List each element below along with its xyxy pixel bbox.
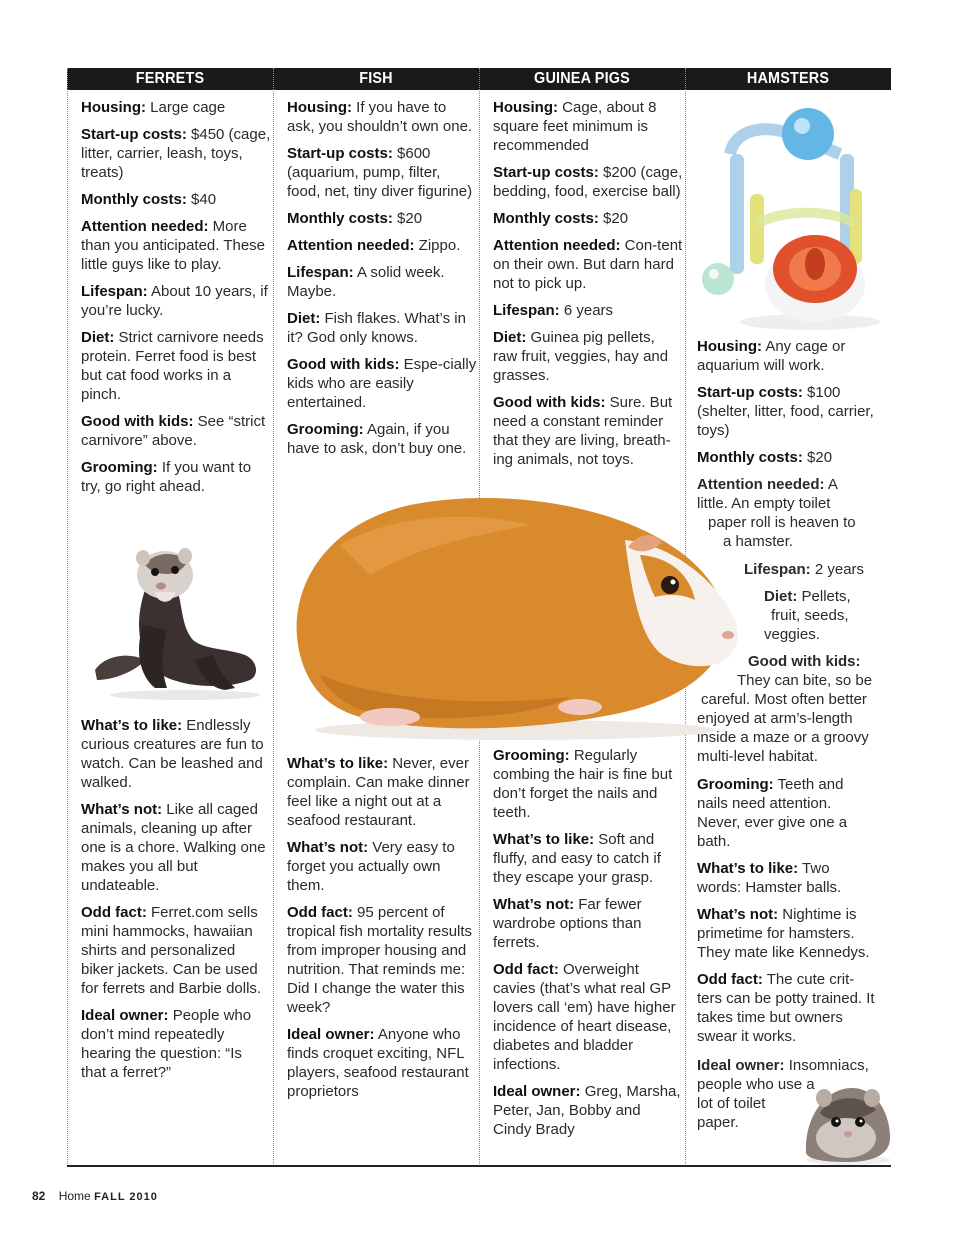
info-entry: [287, 838, 477, 895]
header-guinea-pigs: GUINEA PIGS: [534, 70, 630, 87]
ferrets-column-lower: [81, 716, 271, 1090]
info-entry: [287, 144, 477, 201]
info-entry: [81, 125, 271, 182]
info-entry: [287, 420, 477, 458]
entry-label: What’s to like:: [287, 755, 389, 772]
entry-label: Good with kids:: [287, 356, 400, 373]
ideal-line: people who use a: [697, 1076, 815, 1093]
kids-line: enjoyed at arm’s-length: [697, 710, 853, 727]
info-entry: [697, 448, 887, 467]
entry-label: Good with kids:: [81, 413, 194, 430]
info-entry: [493, 209, 683, 228]
info-entry: [81, 716, 271, 792]
info-entry: [287, 754, 477, 830]
info-entry: [697, 775, 877, 851]
entry-text: $40: [186, 191, 217, 208]
info-entry: [81, 328, 271, 404]
info-entry: [697, 383, 887, 440]
info-entry: [287, 209, 477, 228]
entry-text: See “strict carnivore” above.: [81, 413, 266, 449]
entry-label: Attention needed:: [287, 237, 415, 254]
entry-label: Housing:: [493, 99, 558, 116]
entry-label: What’s to like:: [697, 860, 799, 877]
info-entry: [81, 1006, 271, 1082]
entry-text: The cute crit-ters can be potty trained. It takes time but owners swear it works.: [697, 971, 875, 1045]
entry-label: What’s not:: [287, 839, 369, 856]
entry-label: Monthly costs:: [493, 210, 599, 227]
entry-text: Two words: Hamster balls.: [697, 860, 842, 896]
entry-label: Attention needed:: [493, 237, 621, 254]
entry-text: Large cage: [146, 99, 226, 116]
entry-label: Diet:: [493, 329, 527, 346]
entry-label: Odd fact:: [287, 904, 353, 921]
entry-label: Attention needed:: [81, 218, 209, 235]
info-entry: [81, 412, 271, 450]
entry-text: $100 (shelter, litter, food, carrier, toys): [697, 384, 874, 439]
entry-text: If you have to ask, you shouldn’t own one.: [287, 99, 473, 135]
info-entry: [493, 830, 683, 887]
entry-text: Endlessly curious creatures are fun to watch. Can be leashed and walked.: [81, 717, 264, 791]
info-entry: [493, 98, 683, 155]
info-entry: [493, 895, 683, 952]
info-entry: [81, 800, 271, 895]
entry-text: Very easy to forget you actually own them.: [287, 839, 455, 894]
info-entry: [81, 903, 271, 998]
page-footer: [32, 1189, 158, 1203]
entry-text: Strict carnivore needs protein. Ferret food is best but cat food works in a pinch.: [81, 329, 264, 403]
entry-text: Overweight cavies (that’s what real GP lovers call ‘em) have higher incidence of heart disease, diabetes and bladder infections.: [493, 961, 676, 1073]
kids-label-line: Good with kids:: [748, 653, 861, 670]
entry-text: Regularly combing the hair is fine but don’t forget the nails and teeth.: [493, 747, 673, 821]
entry-label: What’s to like:: [81, 717, 183, 734]
info-entry: [697, 905, 877, 962]
info-entry: [493, 960, 683, 1074]
info-entry: [493, 236, 683, 293]
info-entry: [287, 98, 477, 136]
header-fish: FISH: [359, 70, 393, 87]
kids-line: multi-level habitat.: [697, 748, 818, 765]
info-entry: [697, 859, 877, 897]
attention-line: little. An empty toilet: [697, 495, 831, 512]
info-entry: [287, 309, 477, 347]
attention-line: paper roll is heaven to: [708, 514, 856, 531]
ferret-photo: [75, 530, 265, 700]
entry-text: About 10 years, if you’re lucky.: [81, 283, 268, 319]
entry-label: Grooming:: [493, 747, 570, 764]
entry-label: Start-up costs:: [287, 145, 393, 162]
entry-label: Start-up costs:: [697, 384, 803, 401]
info-entry: [287, 236, 477, 255]
entry-text: Fish flakes. What’s in it? God only knows.: [287, 310, 466, 346]
issue-season: FALL 2010: [94, 1191, 158, 1203]
lifespan-line: Lifespan: 2 years: [744, 561, 865, 578]
entry-label: Housing:: [81, 99, 146, 116]
entry-text: Con-tent on their own. But darn hard not to pick up.: [493, 237, 683, 292]
info-entry: [493, 163, 683, 201]
entry-text: If you want to try, go right ahead.: [81, 459, 252, 495]
entry-label: Lifespan:: [81, 283, 148, 300]
column-divider: [67, 68, 68, 1166]
hamster-photo: [800, 1078, 892, 1166]
entry-label: What’s to like:: [493, 831, 595, 848]
entry-text: $200 (cage, bedding, food, exercise ball): [493, 164, 683, 200]
entry-text: Any cage or aquarium will work.: [697, 338, 846, 374]
entry-label: Monthly costs:: [697, 449, 803, 466]
hamsters-column-lower: [697, 775, 877, 1054]
info-entry: [493, 746, 683, 822]
magazine-name: Home: [58, 1189, 91, 1203]
entry-label: Odd fact:: [493, 961, 559, 978]
entry-label: Housing:: [697, 338, 762, 355]
entry-text: $20: [598, 210, 629, 227]
entry-label: Start-up costs:: [81, 126, 187, 143]
info-entry: [81, 98, 271, 117]
entry-text: Again, if you have to ask, don’t buy one.: [287, 421, 467, 457]
entry-label: Lifespan:: [287, 264, 354, 281]
info-entry: [81, 458, 271, 496]
info-entry: [493, 393, 683, 469]
entry-label: Ideal owner:: [287, 1026, 375, 1043]
entry-label: Grooming:: [81, 459, 158, 476]
info-entry: [697, 970, 877, 1046]
ferrets-column-upper: [81, 98, 271, 504]
kids-line: They can bite, so be: [737, 672, 873, 689]
ideal-line: paper.: [697, 1114, 739, 1131]
kids-line: inside a maze or a groovy: [697, 729, 869, 746]
entry-text: 95 percent of tropical fish mortality results from improper housing and nutrition. That reminds me: Did I change the water this week?: [287, 904, 473, 1016]
entry-label: What’s not:: [493, 896, 575, 913]
entry-text: Nightime is primetime for hamsters. They mate like Kennedys.: [697, 906, 870, 961]
entry-label: Housing:: [287, 99, 352, 116]
entry-label: Grooming:: [697, 776, 774, 793]
entry-text: More than you anticipated. These little guys like to play.: [81, 218, 266, 273]
info-entry: [493, 328, 683, 385]
entry-text: $450 (cage, litter, carrier, leash, toys, treats): [81, 126, 271, 181]
hamster-habitat-photo: [690, 94, 890, 334]
entry-label: Start-up costs:: [493, 164, 599, 181]
entry-label: Odd fact:: [81, 904, 147, 921]
entry-text: Espe-cially kids who are easily entertained.: [287, 356, 477, 411]
header-hamsters: HAMSTERS: [746, 70, 830, 87]
info-entry: [697, 337, 887, 375]
entry-label: Monthly costs:: [81, 191, 187, 208]
attention-line: Attention needed: A: [697, 476, 838, 493]
entry-text: Greg, Marsha, Peter, Jan, Bobby and Cindy Brady: [493, 1083, 681, 1138]
entry-text: Like all caged animals, cleaning up after one is a chore. Walking one makes you all but undateable.: [81, 801, 266, 894]
entry-text: Teeth and nails need attention. Never, ever give one a bath.: [697, 776, 848, 850]
diet-line: veggies.: [764, 626, 820, 643]
page-number: 82: [32, 1189, 46, 1203]
entry-text: Soft and fluffy, and easy to catch if they escape your grasp.: [493, 831, 661, 886]
info-entry: [81, 217, 271, 274]
ideal-line: lot of toilet: [697, 1095, 766, 1112]
entry-text: $20: [392, 210, 423, 227]
column-divider: [273, 68, 274, 1166]
info-entry: [493, 1082, 683, 1139]
entry-text: Zippo.: [414, 237, 461, 254]
guinea-pigs-column-lower: [493, 746, 683, 1147]
info-entry: [287, 903, 477, 1017]
guinea-pigs-column-upper: [493, 98, 683, 477]
entry-label: Good with kids:: [493, 394, 606, 411]
header-ferrets: FERRETS: [135, 70, 205, 87]
info-entry: [81, 282, 271, 320]
entry-label: Grooming:: [287, 421, 364, 438]
ideal-line: Ideal owner: Insomniacs,: [697, 1057, 869, 1074]
attention-line: a hamster.: [723, 533, 794, 550]
entry-text: Never, ever complain. Can make dinner feel like a night out at a seafood restaurant.: [287, 755, 470, 829]
entry-label: Ideal owner:: [493, 1083, 581, 1100]
entry-text: Far fewer wardrobe options than ferrets.: [493, 896, 642, 951]
bottom-rule: [67, 1165, 891, 1167]
entry-label: Ideal owner:: [81, 1007, 169, 1024]
hamsters-column-upper: [697, 337, 887, 475]
info-entry: [81, 190, 271, 209]
info-entry: [287, 263, 477, 301]
fish-column-lower: [287, 754, 477, 1109]
entry-text: $600 (aquarium, pump, filter, food, net, tiny diver figurine): [287, 145, 473, 200]
entry-label: What’s not:: [81, 801, 163, 818]
diet-line: Diet: Pellets,: [764, 588, 851, 605]
diet-line: fruit, seeds,: [771, 607, 849, 624]
entry-text: Sure. But need a constant reminder that they are living, breath-ing animals, not toys.: [493, 394, 673, 468]
info-entry: [287, 1025, 477, 1101]
entry-label: Diet:: [81, 329, 115, 346]
entry-text: People who don’t mind repeatedly hearing the question: “Is that a ferret?”: [81, 1007, 252, 1081]
entry-label: Odd fact:: [697, 971, 763, 988]
guinea-pig-photo: [280, 485, 750, 745]
entry-label: Monthly costs:: [287, 210, 393, 227]
entry-text: Cage, about 8 square feet minimum is recommended: [493, 99, 657, 154]
info-entry: [493, 301, 683, 320]
entry-text: $20: [802, 449, 833, 466]
entry-text: 6 years: [559, 302, 614, 319]
fish-column-upper: [287, 98, 477, 466]
info-entry: [287, 355, 477, 412]
entry-text: Anyone who finds croquet exciting, NFL players, seafood restaurant proprietors: [287, 1026, 469, 1100]
entry-text: Guinea pig pellets, raw fruit, veggies, hay and grasses.: [493, 329, 669, 384]
entry-text: A solid week. Maybe.: [287, 264, 445, 300]
entry-text: Ferret.com sells mini hammocks, hawaiian shirts and personalized biker jackets. Can be used for ferrets and Barbie dolls.: [81, 904, 262, 997]
entry-label: Lifespan:: [493, 302, 560, 319]
kids-line: careful. Most often better: [701, 691, 867, 708]
entry-label: Diet:: [287, 310, 321, 327]
entry-label: What’s not:: [697, 906, 779, 923]
